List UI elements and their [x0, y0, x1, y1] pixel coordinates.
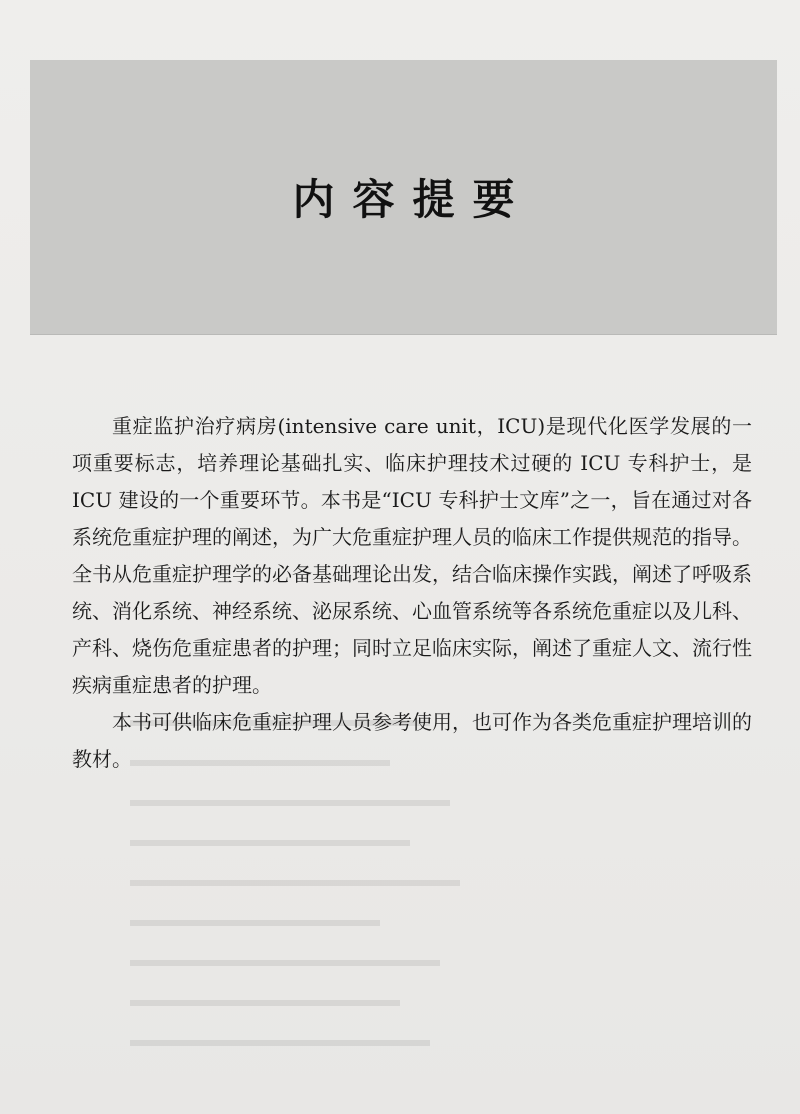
- title-banner: [30, 60, 777, 335]
- page-title: 内容提要: [292, 175, 533, 224]
- summary-paragraph-2: 本书可供临床危重症护理人员参考使用，也可作为各类危重症护理培训的教材。: [72, 710, 752, 771]
- summary-paragraph-1: 重症监护治疗病房(intensive care unit，ICU)是现代化医学发展的一项重要标志，培养理论基础扎实、临床护理技术过硬的 ICU 专科护士，是 ICU 建设的一个重要环节。本书是“ICU 专科护士文库”之一，旨在通过对各系统危重症护理的阐述，为广大危重症护理人员的临床工作提供规范的指导。全书从危重症护理学的必备基础理论出发，结合临床操作实践，阐述了呼吸系统、消化系统、神经系统、泌尿系统、心血管系统等各系统危重症以及儿科、产科、烧伤危重症患者的护理；同时立足临床实际，阐述了重症人文、流行性疾病重症患者的护理。: [72, 414, 752, 697]
- summary-body: [72, 408, 752, 778]
